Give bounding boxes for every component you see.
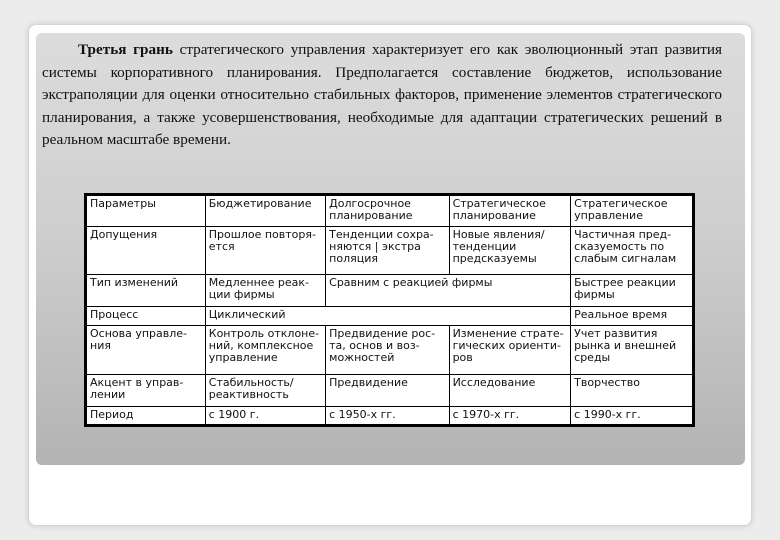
- table-row: [86, 274, 694, 307]
- table-cell: Стратегическое управление: [571, 195, 694, 227]
- table-cell: Стабильность/ реактивность: [205, 374, 325, 407]
- table-row: [86, 195, 694, 227]
- table-cell: Бюджетирование: [205, 195, 325, 227]
- table-cell: с 1900 г.: [205, 407, 325, 426]
- table-cell: Предвидение: [326, 374, 449, 407]
- table-row: [86, 407, 694, 426]
- paragraph-text: стратегического управления характеризует его как эволюционный этап развития системы корпоративного планирования. Предполагается составление бюджетов, использование экстраполяции для оценки относительно стабильных факторов, применение элементов стратегического планирования, а также усовершенствования, необходимые для адаптации стратегических решений в реальном масштабе времени.: [42, 41, 722, 148]
- row-header-cell: Основа управле- ния: [86, 326, 206, 374]
- paragraph: [42, 39, 722, 152]
- table-cell: Быстрее реакции фирмы: [571, 274, 694, 307]
- paragraph-lead: Третья грань: [78, 41, 173, 58]
- table-cell: с 1970-х гг.: [449, 407, 571, 426]
- table-cell: Прошлое повторя- ется: [205, 226, 325, 274]
- table-cell: Долгосрочное планирование: [326, 195, 449, 227]
- row-header-cell: Период: [86, 407, 206, 426]
- table-row: [86, 326, 694, 374]
- table-row: [86, 226, 694, 274]
- table-cell: Учет развития рынка и внешней среды: [571, 326, 694, 374]
- table-cell: Новые явления/ тенденции предсказуемы: [449, 226, 571, 274]
- table-row: [86, 307, 694, 326]
- comparison-table: [84, 193, 695, 427]
- table-cell: Предвидение рос- та, основ и воз- можностей: [326, 326, 449, 374]
- table-cell: Реальное время: [571, 307, 694, 326]
- row-header-cell: Параметры: [86, 195, 206, 227]
- table-cell: Медленнее реак- ции фирмы: [205, 274, 325, 307]
- table-cell: Творчество: [571, 374, 694, 407]
- table-row: [86, 374, 694, 407]
- table-cell: с 1990-х гг.: [571, 407, 694, 426]
- table-cell: Изменение страте- гических ориенти- ров: [449, 326, 571, 374]
- row-header-cell: Тип изменений: [86, 274, 206, 307]
- table-cell-merged: Циклический: [205, 307, 570, 326]
- table-cell-merged: Сравним с реакцией фирмы: [326, 274, 571, 307]
- table-cell: с 1950-х гг.: [326, 407, 449, 426]
- row-header-cell: Процесс: [86, 307, 206, 326]
- table-cell: Частичная пред- сказуемость по слабым сигналам: [571, 226, 694, 274]
- table-cell: Тенденции сохра- няются | экстра поляция: [326, 226, 449, 274]
- table-cell: Контроль отклоне- ний, комплексное управление: [205, 326, 325, 374]
- row-header-cell: Акцент в управ- лении: [86, 374, 206, 407]
- table-cell: Исследование: [449, 374, 571, 407]
- table-cell: Стратегическое планирование: [449, 195, 571, 227]
- row-header-cell: Допущения: [86, 226, 206, 274]
